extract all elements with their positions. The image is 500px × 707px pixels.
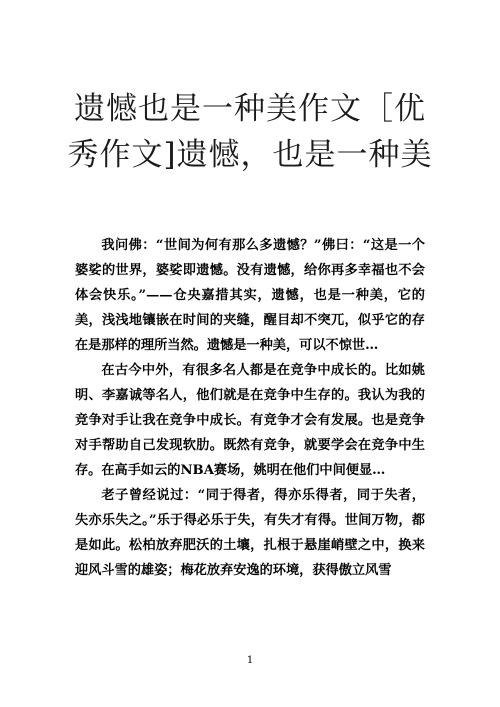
page-number: 1 xyxy=(246,655,254,666)
paragraph-3: 老子曾经说过：“同于得者，得亦乐得者，同于失者，失亦乐失之。”乐于得必乐于失，有失才有得。世间万物，都是如此。松柏放弃肥沃的土壤，扎根于悬崖峭壁之中，换来迎风斗雪的雄姿；梅花放弃安逸的环境，获得傲立风雪 xyxy=(75,488,425,578)
document-title: 遗憾也是一种美作文［优秀作文]遗憾，也是一种美 xyxy=(67,91,433,173)
paragraph-2: 在古今中外，有很多名人都是在竞争中成长的。比如姚明、李嘉诚等名人，他们就是在竞争中生存的。我认为我的竞争对手让我在竞争中成长。有竞争才会有发展。也是竞争对手帮助自己发现软肋。既然有竞争，就要学会在竞争中生存。在高手如云的NBA赛场，姚明在他们中间便显… xyxy=(75,363,425,478)
document-body xyxy=(75,233,425,583)
paragraph-1: 我问佛：“世间为何有那么多遗憾？”佛曰：“这是一个婆娑的世界，婆娑即遗憾。没有遗憾，给你再多幸福也不会体会快乐。”——仓央嘉措其实，遗憾，也是一种美，它的美，浅浅地镶嵌在时间的夹缝，醒目却不突兀，似乎它的存在是那样的理所当然。遗憾是一种美，可以不惊世… xyxy=(75,238,425,353)
